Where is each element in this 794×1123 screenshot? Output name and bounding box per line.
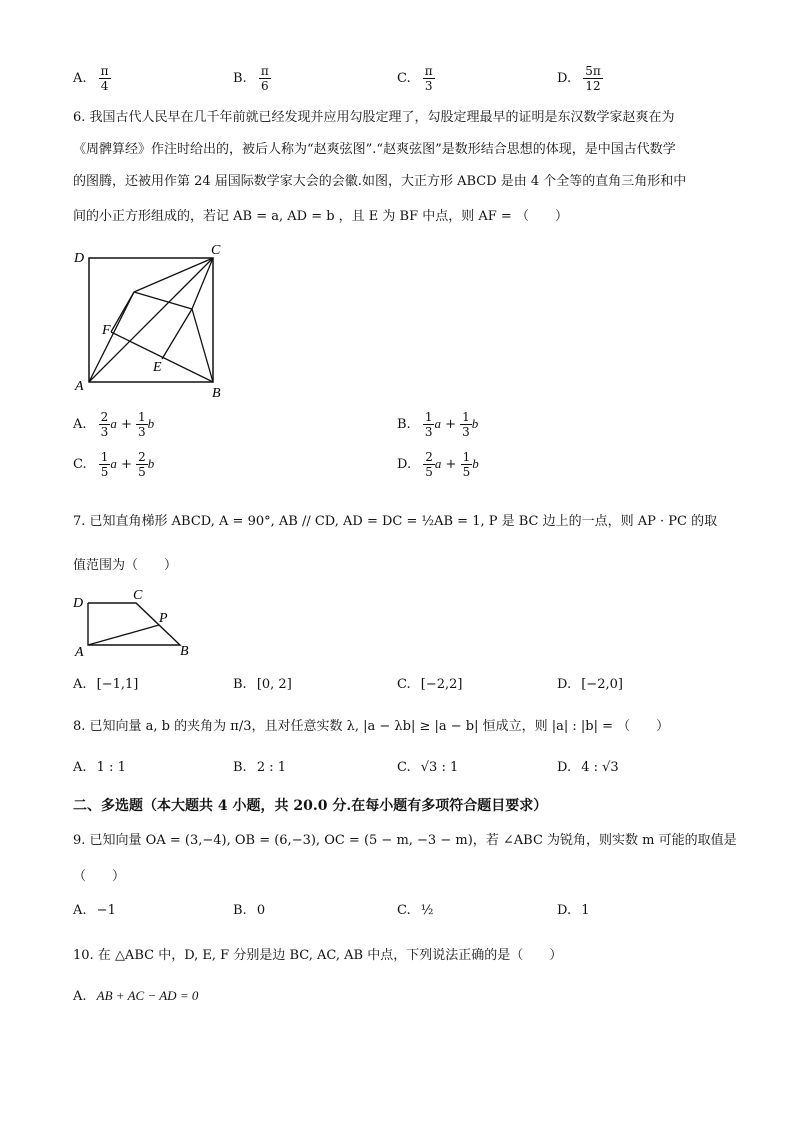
q8-option-a: A. 1 : 1 [73,760,126,775]
diagonal-ac [89,258,213,382]
q6-line-1: 6. 我国古代人民早在几千年前就已经发现并应用勾股定理了，勾股定理最早的证明是东汉数学家赵爽在为 [73,110,675,125]
q7-line-1: 7. 已知直角梯形 ABCD, A = 90°, AB // CD, AD = DC = ½AB = 1, P 是 BC 边上的一点，则 AP · PC 的取 [73,514,718,529]
q8-option-b: B. 2 : 1 [233,760,287,775]
label-d: D [73,596,84,611]
q5-option-b: B. $\frac{\pi}{6}$ [233,64,269,93]
q7-option-a: A. [−1,1] [73,677,139,692]
segment-f-b [111,332,213,382]
trapezoid-figure [70,585,200,660]
label-a: A [75,379,84,394]
q8-line: 8. 已知向量 a, b 的夹角为 π/3，且对任意实数 λ, |a − λb| ≥ |a − b| 恒成立，则 |a| : |b| = （ ） [73,719,670,734]
q10-option-a: A. AB + AC − AD = 0 [73,988,199,1004]
q6-line-2: 《周髀算经》作注时给出的，被后人称为“赵爽弦图”.“赵爽弦图”是数形结合思想的体现，是中国古代数学 [73,142,676,157]
q7-option-c: C. [−2,2] [397,677,463,692]
q9-line-2: （ ） [73,869,126,884]
q9-option-a: A. −1 [73,903,116,918]
q9-option-b: B. 0 [233,903,266,918]
label-a: A [75,645,84,660]
q9-line-1: 9. 已知向量 OA = (3,−4), OB = (6,−3), OC = (5 − m, −3 − m)，若 ∠ABC 为锐角，则实数 m 可能的取值是 [73,833,737,848]
q5-option-c: C. $\frac{\pi}{3}$ [397,64,433,93]
segment-a-inner [89,292,134,382]
label-c: C [211,243,221,258]
q8-option-d: D. 4 : √3 [557,760,619,775]
q6-line-3: 的图腾，还被用作第 24 届国际数学家大会的会徽.如图，大正方形 ABCD 是由 4 个全等的直角三角形和中 [73,174,687,189]
q6-option-c: C. $\frac{1}{5}$ a + $\frac{2}{5}$ b [73,450,155,479]
q5-option-d: D. $\frac{5\pi}{12}$ [557,64,601,93]
inner-square-side-3 [134,292,192,309]
q6-option-a: A. $\frac{2}{3}$ a + $\frac{1}{3}$ b [73,410,155,439]
inner-square-side-2 [162,309,192,359]
q7-option-b: B. [0, 2] [233,677,292,692]
zhao-shuang-figure [70,240,230,402]
segment-inner-b [192,309,213,382]
segment-ap [88,625,159,645]
q9-option-c: C. ½ [397,903,434,918]
q7-option-d: D. [−2,0] [557,677,623,692]
label-c: C [133,588,143,603]
q6-option-d: D. $\frac{2}{5}$ a + $\frac{1}{5}$ b [397,450,479,479]
q7-line-2: 值范围为（ ） [73,558,178,573]
q6-option-b: B. $\frac{1}{3}$ a + $\frac{1}{3}$ b [397,410,479,439]
inner-square-side-1 [111,292,134,332]
section-heading: 二、多选题（本大题共 4 小题，共 20.0 分.在每小题有多项符合题目要求） [73,798,548,814]
label-b: B [180,644,189,659]
q5-option-a: A. $\frac{\pi}{4}$ [73,64,109,93]
label-f: F [102,323,111,338]
q9-option-d: D. 1 [557,903,590,918]
q8-option-c: C. √3 : 1 [397,760,459,775]
label-p: P [159,611,168,626]
q6-line-4: 间的小正方形组成的，若记 AB = a, AD = b ，且 E 为 BF 中点，则 AF = （ ） [73,209,568,224]
q10-line: 10. 在 △ABC 中，D, E, F 分别是边 BC, AC, AB 中点，下列说法正确的是（ ） [73,948,563,963]
label-d: D [74,251,85,266]
label-e: E [153,360,162,375]
label-b: B [212,386,221,401]
